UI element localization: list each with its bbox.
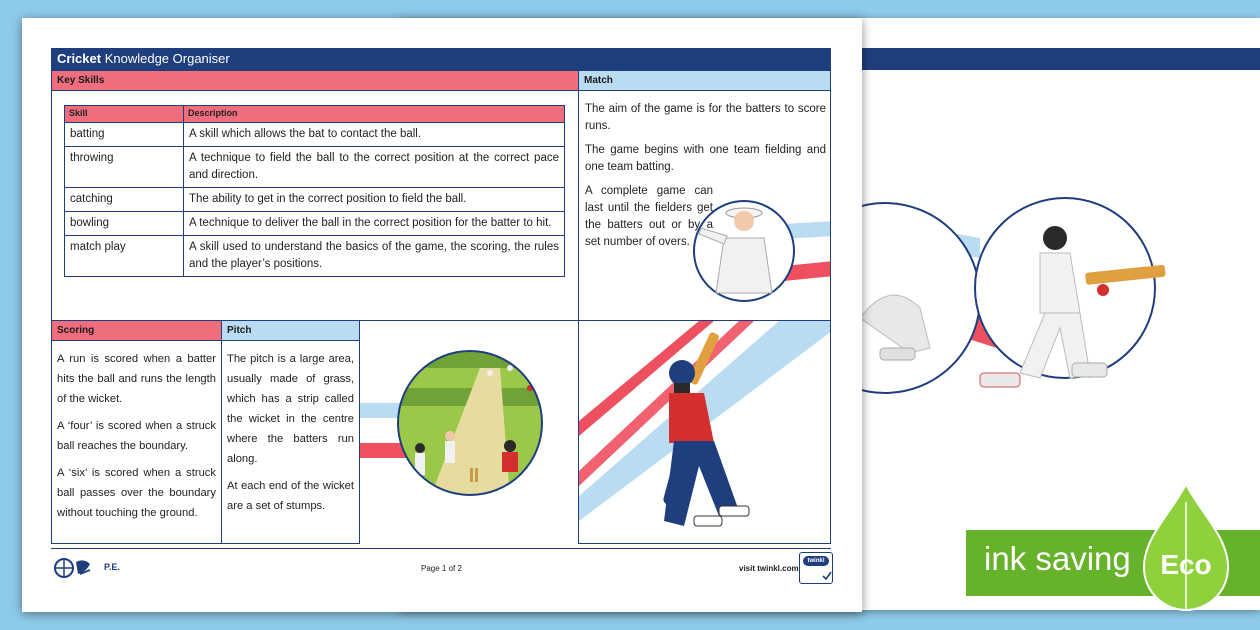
knowledge-organiser-page [22,18,862,612]
batter-circle-illustration [840,178,1260,428]
match-heading: Match [579,71,830,91]
ink-saving-label: ink saving [984,540,1131,577]
description-cell: A skill used to understand the basics of the game, the scoring, the rules and the player’s positions. [184,236,565,277]
scoring-paragraph: A ‘four’ is scored when a struck ball reaches the boundary. [57,420,216,452]
title-rest: Knowledge Organiser [104,51,230,66]
description-cell: A skill which allows the bat to contact the ball. [184,123,565,147]
table-row [65,123,565,147]
batter-illustration [579,321,831,544]
twinkl-quality-badge [799,552,833,584]
skills-table [64,105,565,277]
pitch-text [222,341,359,516]
scoring-paragraph: A run is scored when a batter hits the ball and runs the length of the wicket. [57,353,216,405]
eco-badge-text: Eco [1160,549,1212,580]
footer-divider [51,548,831,549]
key-skills-heading: Key Skills [52,71,578,91]
twinkl-pe-logo-icon [50,556,98,580]
match-paragraph: A complete game can last until the fielders get the batters out or by a set number of overs. [585,185,713,248]
skill-cell: match play [65,236,184,277]
footer-page-number: Page 1 of 2 [421,564,462,573]
skills-table-header-skill: Skill [65,106,184,123]
pitch-paragraph: At each end of the wicket are a set of stumps. [227,480,354,512]
checkmark-icon [822,571,832,581]
scoring-section [51,320,222,544]
skill-cell: throwing [65,147,184,188]
skill-cell: bowling [65,212,184,236]
cricket-pitch-illustration [360,348,550,498]
scoring-paragraph: A ‘six’ is scored when a struck ball passes over the boundary without touching the ground. [57,467,216,519]
pitch-paragraph: The pitch is a large area, usually made of grass, which has a strip called the wicket in the centre where the batters run along. [227,353,354,465]
match-paragraph: The game begins with one team fielding and one team batting. [585,144,826,173]
title-bold: Cricket [57,51,102,66]
table-row [65,188,565,212]
description-cell: The ability to get in the correct position to field the ball. [184,188,565,212]
description-cell: A technique to deliver the ball in the correct position for the batter to hit. [184,212,565,236]
footer-subject: P.E. [104,562,120,572]
match-text [585,101,826,258]
pitch-heading: Pitch [222,321,359,341]
skill-cell: batting [65,123,184,147]
twinkl-badge-logo: twinkl [803,556,829,566]
scoring-heading: Scoring [52,321,221,341]
skill-cell: catching [65,188,184,212]
match-section [578,70,831,321]
batter-illustration-panel [578,320,831,544]
footer-visit-link[interactable]: visit twinkl.com [739,564,799,573]
page-title [51,48,831,70]
match-paragraph: The aim of the game is for the batters to score runs. [585,103,826,132]
table-row [65,236,565,277]
table-row [65,147,565,188]
eco-leaf-drop-icon [1140,482,1232,614]
scoring-text [52,341,221,523]
skills-table-header-description: Description [184,106,565,123]
description-cell: A technique to field the ball to the correct position at the correct pace and direction. [184,147,565,188]
table-row [65,212,565,236]
pitch-section [221,320,360,544]
key-skills-section [51,70,579,321]
